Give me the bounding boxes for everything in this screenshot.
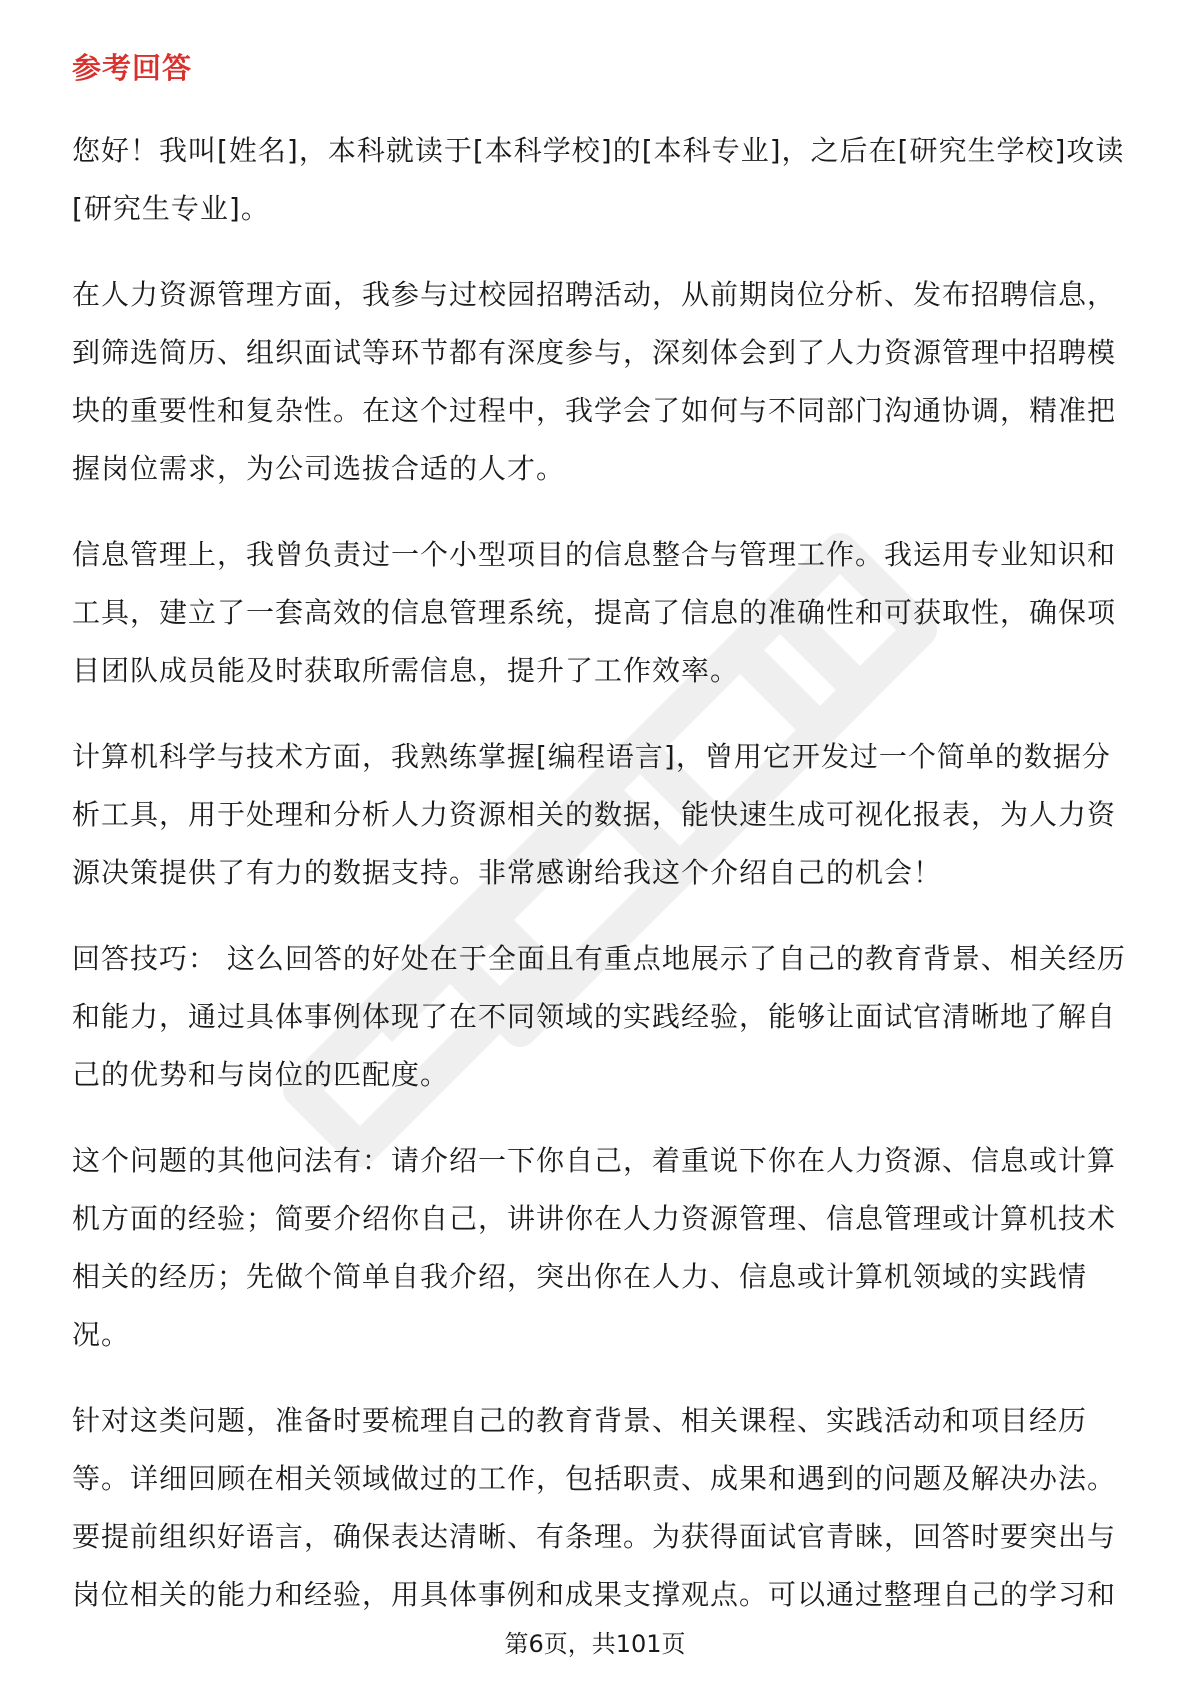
paragraph-answer-tips (72, 930, 1124, 1104)
text-line: 信息管理上，我曾负责过一个小型项目的信息整合与管理工作。我运用专业知识和 (72, 538, 1117, 571)
text-line: 您好！我叫[姓名]，本科就读于[本科学校]的[本科专业]，之后在[研究生学校]攻读 (72, 134, 1125, 167)
text-line: 到筛选简历、组织面试等环节都有深度参与，深刻体会到了人力资源管理中招聘模 (72, 336, 1117, 369)
text-line: 等。详细回顾在相关领域做过的工作，包括职责、成果和遇到的问题及解决办法。 (72, 1462, 1117, 1495)
text-line: 目团队成员能及时获取所需信息，提升了工作效率。 (72, 654, 740, 687)
paragraph-alternative-questions (72, 1132, 1124, 1364)
paragraph-info-management (72, 526, 1124, 700)
text-line: 工具，建立了一套高效的信息管理系统，提高了信息的准确性和可获取性，确保项 (72, 596, 1117, 629)
text-line: 握岗位需求，为公司选拔合适的人才。 (72, 452, 566, 485)
text-line: 在人力资源管理方面，我参与过校园招聘活动，从前期岗位分析、发布招聘信息， (72, 278, 1117, 311)
text-line: 这个问题的其他问法有：请介绍一下你自己，着重说下你在人力资源、信息或计算 (72, 1144, 1117, 1177)
text-line: 计算机科学与技术方面，我熟练掌握[编程语言]，曾用它开发过一个简单的数据分 (72, 740, 1111, 773)
text-line: 析工具，用于处理和分析人力资源相关的数据，能快速生成可视化报表，为人力资 (72, 798, 1117, 831)
text-line: 块的重要性和复杂性。在这个过程中，我学会了如何与不同部门沟通协调，精准把 (72, 394, 1117, 427)
paragraph-intro (72, 122, 1124, 238)
text-line: [研究生专业]。 (72, 192, 270, 225)
page-number-footer: 第6页，共101页 (504, 1630, 686, 1658)
text-line: 源决策提供了有力的数据支持。非常感谢给我这个介绍自己的机会！ (72, 856, 943, 889)
text-line: 己的优势和与岗位的匹配度。 (72, 1058, 450, 1091)
paragraph-hr (72, 266, 1124, 498)
text-line: 况。 (72, 1318, 131, 1351)
answer-heading: 参考回答 (72, 51, 193, 85)
text-line: 岗位相关的能力和经验，用具体事例和成果支撑观点。可以通过整理自己的学习和 (72, 1578, 1117, 1611)
text-line: 和能力，通过具体事例体现了在不同领域的实践经验，能够让面试官清晰地了解自 (72, 1000, 1117, 1033)
paragraph-computer-science (72, 728, 1124, 902)
text-line: 要提前组织好语言，确保表达清晰、有条理。为获得面试官青睐，回答时要突出与 (72, 1520, 1117, 1553)
text-line: 相关的经历；先做个简单自我介绍，突出你在人力、信息或计算机领域的实践情 (72, 1260, 1088, 1293)
text-line: 针对这类问题，准备时要梳理自己的教育背景、相关课程、实践活动和项目经历 (72, 1404, 1088, 1437)
text-line: 机方面的经验；简要介绍你自己，讲讲你在人力资源管理、信息管理或计算机技术 (72, 1202, 1117, 1235)
document-body (72, 122, 1124, 1652)
text-line: 回答技巧： 这么回答的好处在于全面且有重点地展示了自己的教育背景、相关经历 (72, 942, 1126, 975)
paragraph-preparation-advice (72, 1392, 1124, 1624)
